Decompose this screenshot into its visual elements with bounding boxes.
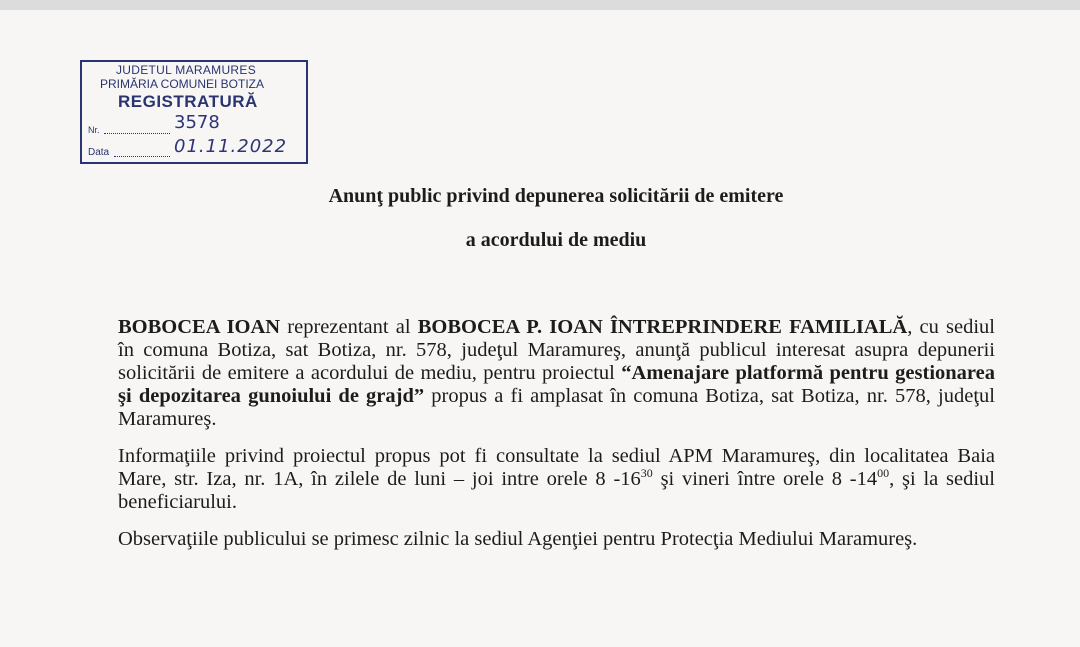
time-superscript: 00 <box>877 466 890 481</box>
text: reprezentant al <box>280 316 418 338</box>
stamp-number-handwritten: 3578 <box>174 112 220 133</box>
stamp-date-line <box>114 156 170 157</box>
text: Informaţiile privind proiectul propus pot fi consultate la sediul APM Maramureş, din localitatea Baia Mare, str. Iza, nr. 1A, în zilele de luni – joi intre orele 8 -16 <box>118 445 995 490</box>
company-name: BOBOCEA P. IOAN ÎNTREPRINDERE FAMILIALĂ <box>417 316 908 338</box>
paragraph-observations: Observaţiile publicului se primesc zilnic la sediul Agenţiei pentru Protecţia Mediului Maramureş. <box>118 528 918 550</box>
stamp-date-handwritten: 01.11.2022 <box>174 136 288 157</box>
stamp-registry: REGISTRATURĂ <box>118 92 258 111</box>
paragraph-applicant <box>118 316 995 431</box>
document-body <box>118 316 995 565</box>
document-title-line1: Anunţ public privind depunerea solicitării de emitere <box>328 185 784 207</box>
text: , şi la sediul beneficiarului. <box>118 468 996 513</box>
paragraph-information <box>118 445 995 514</box>
stamp-date-label: Data <box>88 147 110 158</box>
text: propus a fi amplasat în comuna Botiza, sat Botiza, nr. 578, judeţul Maramureş. <box>118 385 995 430</box>
document-title-line2: a acordului de mediu <box>465 229 647 251</box>
time-superscript: 30 <box>640 466 653 481</box>
stamp-county: JUDETUL MARAMURES <box>116 63 257 77</box>
project-name: “Amenajare platformă pentru gestionarea şi depozitarea gunoiului de grajd” <box>118 362 995 407</box>
registration-stamp <box>80 60 308 164</box>
stamp-townhall: PRIMĂRIA COMUNEI BOTIZA <box>100 77 265 91</box>
text: , cu sediul în comuna Botiza, sat Botiza, nr. 578, judeţul Maramureş, anunţă publicul interesat asupra depunerii solicitării de emitere a acordului de mediu, pentru proiectul <box>118 316 996 384</box>
stamp-nr-label: Nr. <box>88 125 100 135</box>
stamp-nr-line <box>104 133 170 134</box>
top-bar <box>0 0 1080 10</box>
text: şi vineri între orele 8 -14 <box>652 468 878 490</box>
applicant-name: BOBOCEA IOAN <box>118 316 281 338</box>
